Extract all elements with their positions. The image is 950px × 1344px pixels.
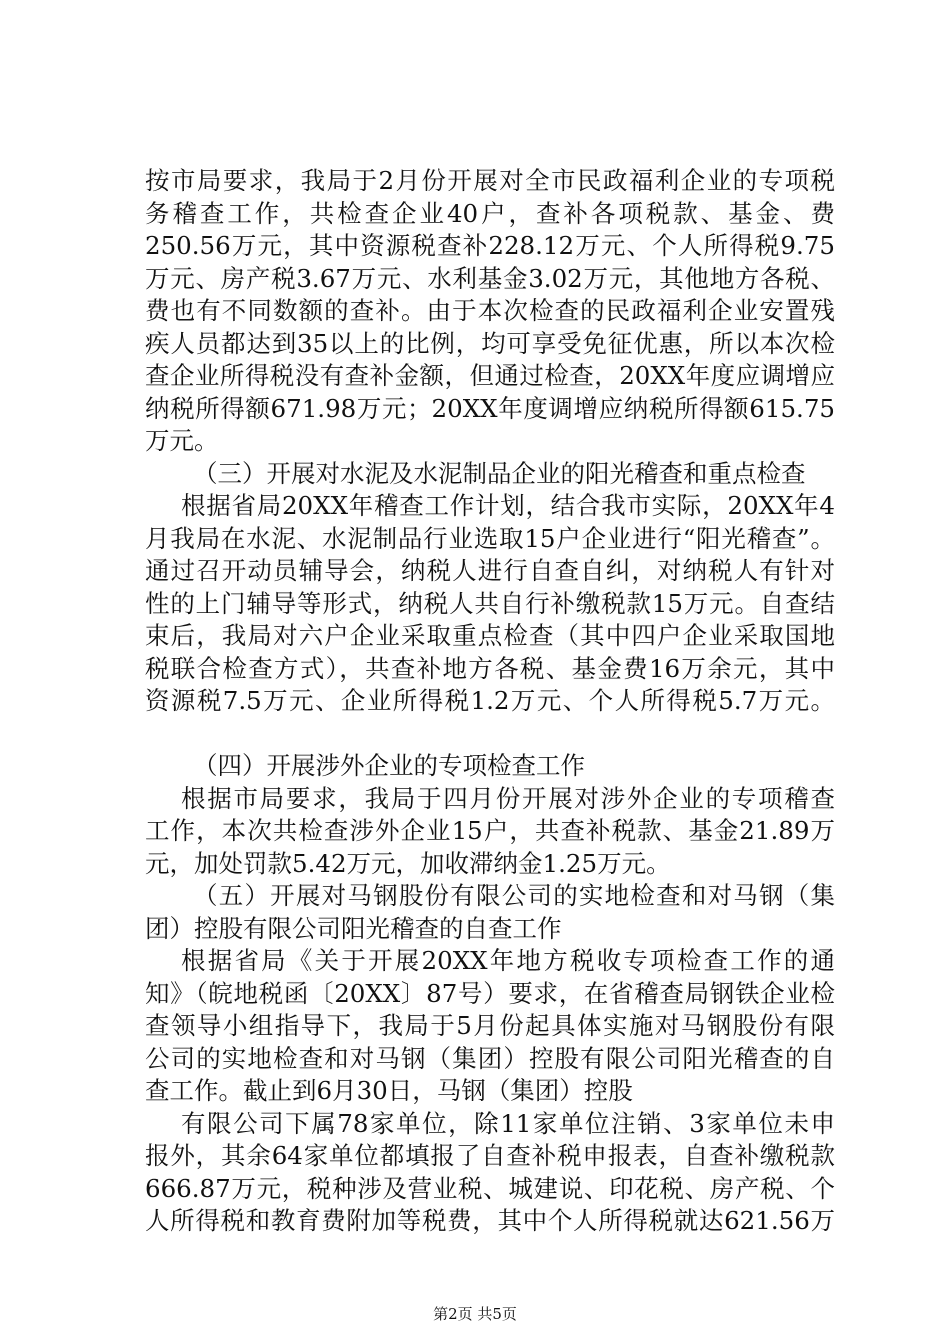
text-line-30: 有限公司下属78家单位，除11家单位注销、3家单位未申: [181, 1108, 835, 1138]
text-line-17: 资源税7.5万元、企业所得税1.2万元、个人所得税5.7万元。: [145, 686, 835, 715]
text-line-5: 费也有不同数额的查补。由于本次检查的民政福利企业安置残: [145, 296, 835, 325]
text-line-8: 纳税所得额671.98万元；20XX年度调增应纳税所得额615.75: [145, 393, 835, 423]
text-line-27: 查领导小组指导下，我局于5月份起具体实施对马钢股份有限: [145, 1011, 835, 1040]
text-line-29: 查工作。截止到6月30日，马钢（集团）控股: [145, 1076, 633, 1105]
text-line-26: 知》（皖地税函〔20XX〕87号）要求，在省稽查局钢铁企业检: [145, 978, 835, 1008]
text-line-13: 通过召开动员辅导会，纳税人进行自查自纠，对纳税人有针对: [145, 556, 835, 585]
text-line-12: 月我局在水泥、水泥制品行业选取15户企业进行“阳光稽查”。: [145, 523, 835, 553]
document-body: [145, 165, 835, 1238]
text-line-14: 性的上门辅导等形式，纳税人共自行补缴税款15万元。自查结: [145, 588, 835, 618]
text-line-33: 人所得税和教育费附加等税费，其中个人所得税就达621.56万: [145, 1206, 835, 1235]
text-line-15: 束后，我局对六户企业采取重点检查（其中四户企业采取国地: [145, 621, 835, 650]
text-line-4: 万元、房产税3.67万元、水利基金3.02万元，其他地方各税、: [145, 263, 835, 293]
text-line-32: 666.87万元，税种涉及营业税、城建说、印花税、房产税、个: [145, 1173, 835, 1203]
text-line-7: 查企业所得税没有查补金额，但通过检查，20XX年度应调增应: [145, 361, 835, 390]
text-line-3: 250.56万元，其中资源税查补228.12万元、个人所得税9.75: [145, 231, 835, 260]
text-line-21: 工作，本次共检查涉外企业15户，共查补税款、基金21.89万: [145, 816, 835, 845]
text-line-25: 根据省局《关于开展20XX年地方税收专项检查工作的通: [181, 946, 835, 975]
text-line-1: 按市局要求，我局于2月份开展对全市民政福利企业的专项税: [145, 166, 835, 195]
section-heading-5: （五）开展对马钢股份有限公司的实地检查和对马钢（集: [193, 881, 835, 910]
text-line-11: 根据省局20XX年稽查工作计划，结合我市实际，20XX年4: [181, 491, 835, 520]
text-line-31: 报外，其余64家单位都填报了自查补税申报表，自查补缴税款: [145, 1141, 835, 1170]
blank-line: [145, 718, 835, 751]
text-line-6: 疾人员都达到35以上的比例，均可享受免征优惠，所以本次检: [145, 328, 835, 358]
section-heading-3: （三）开展对水泥及水泥制品企业的阳光稽查和重点检查: [193, 458, 806, 488]
page-number-label: 第2页 共5页: [433, 1305, 517, 1323]
section-heading-4: （四）开展涉外企业的专项检查工作: [193, 751, 585, 780]
section-heading-5-cont: 团）控股有限公司阳光稽查的自查工作: [145, 913, 562, 943]
page-footer: [0, 1304, 950, 1324]
text-line-16: 税联合检查方式），共查补地方各税、基金费16万余元，其中: [145, 653, 835, 683]
text-line-20: 根据市局要求，我局于四月份开展对涉外企业的专项稽查: [181, 783, 835, 813]
text-line-2: 务稽查工作，共检查企业40户，查补各项税款、基金、费: [145, 198, 835, 228]
text-line-9: 万元。: [145, 426, 219, 455]
text-line-22: 元，加处罚款5.42万元，加收滞纳金1.25万元。: [145, 848, 671, 878]
text-line-28: 公司的实地检查和对马钢（集团）控股有限公司阳光稽查的自: [145, 1043, 835, 1073]
